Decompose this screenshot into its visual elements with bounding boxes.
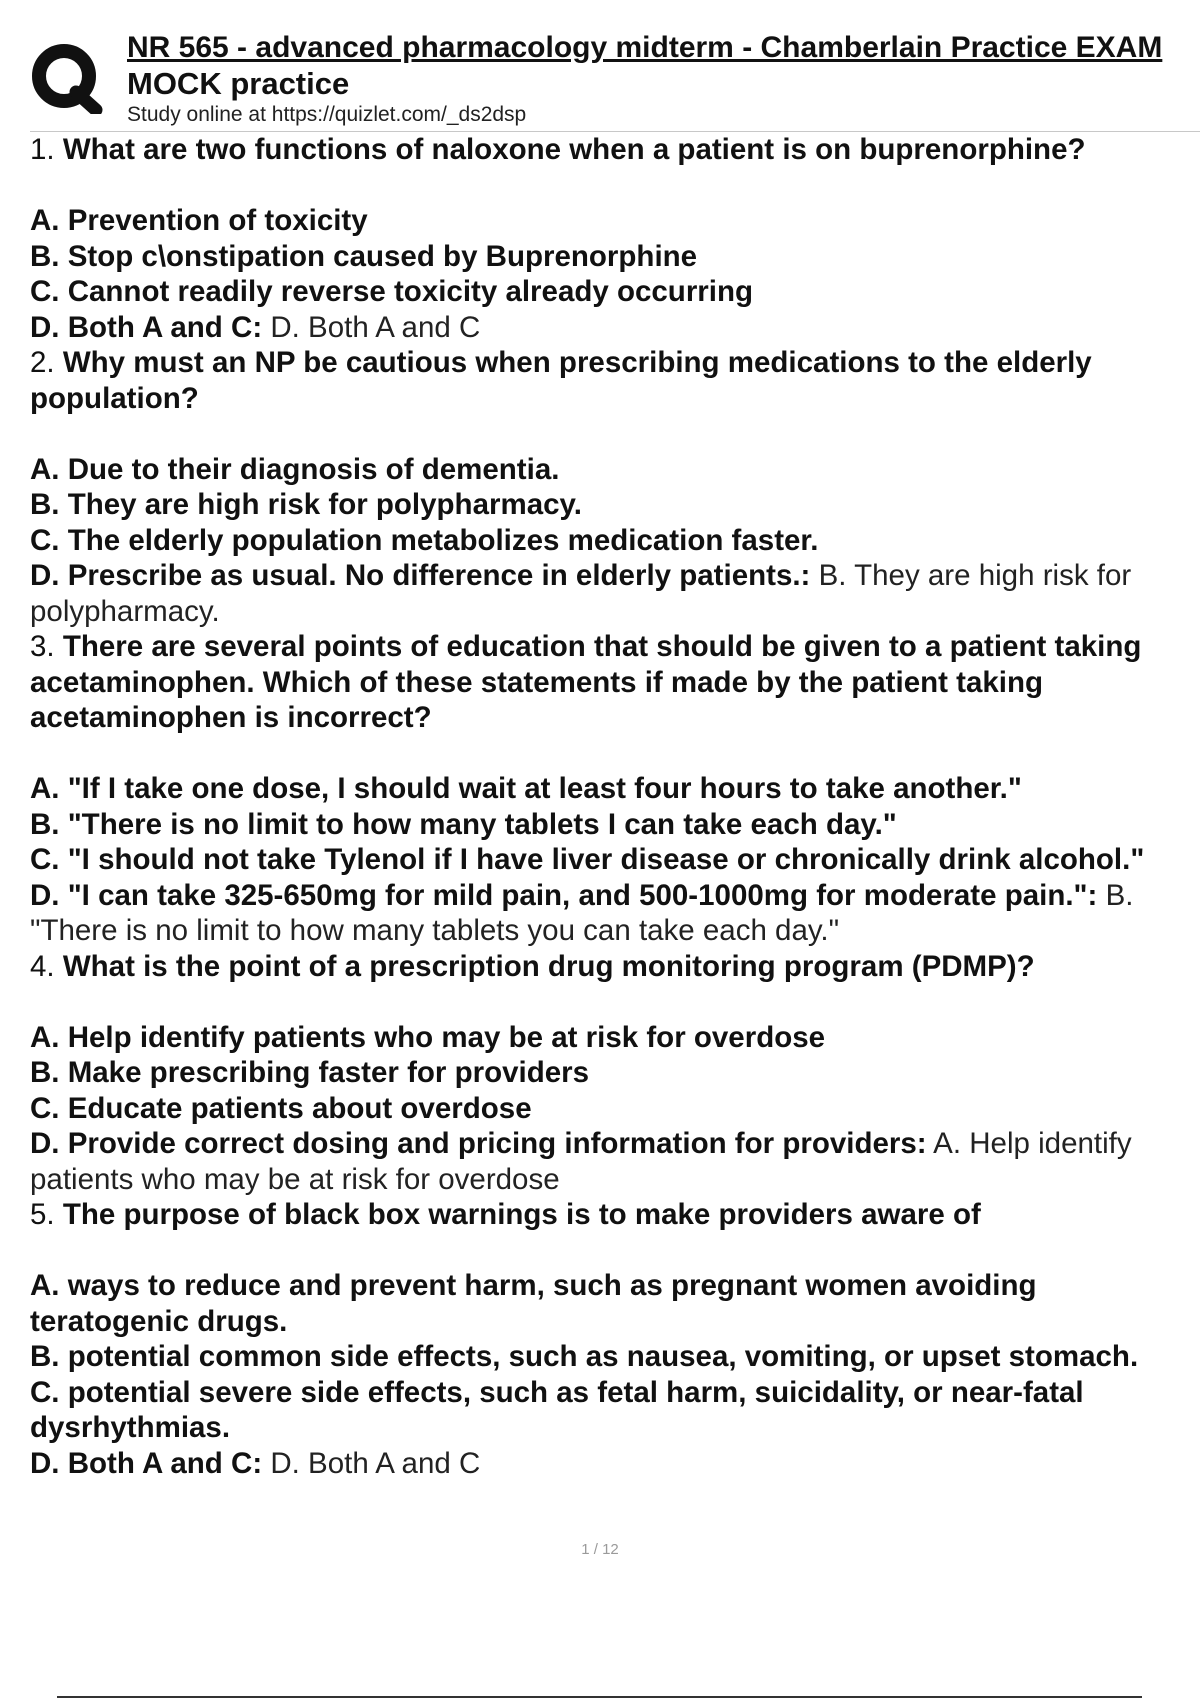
quizlet-q-logo-icon [30,40,106,114]
correct-answer: D. Both A and C [270,310,481,344]
answer-option-with-answer: D. "I can take 325-650mg for mild pain, and 500-1000mg for moderate pain.": B. "There is no limit to how many tablets you can take each day." [30,878,1134,947]
answer-option: B. Stop c\onstipation caused by Buprenorphine [30,239,698,273]
answer-option: C. The elderly population metabolizes medication faster. [30,523,819,557]
answer-option: C. Educate patients about overdose [30,1091,532,1125]
answer-option: A. "If I take one dose, I should wait at least four hours to take another." [30,772,1022,805]
footer-divider [57,1696,1142,1698]
answer-option: A. ways to reduce and prevent harm, such as pregnant women avoiding teratogenic drugs. [30,1269,1037,1338]
document-header [0,0,1200,134]
answer-option: B. "There is no limit to how many tablets I can take each day." [30,807,897,841]
question-stem: 1. What are two functions of naloxone when a patient is on buprenorphine? [30,133,1086,166]
question-stem: 5. The purpose of black box warnings is to make providers aware of [30,1198,981,1231]
question-stem: 2. Why must an NP be cautious when prescribing medications to the elderly population? [30,346,1092,415]
question-block [30,132,1198,345]
answer-option-with-answer: D. Prescribe as usual. No difference in elderly patients.: B. They are high risk for polypharmacy. [30,559,1132,628]
answer-option: A. Prevention of toxicity [30,204,368,237]
answer-option: C. Cannot readily reverse toxicity already occurring [30,275,754,308]
study-online-link[interactable]: Study online at https://quizlet.com/_ds2dsp [127,103,527,126]
answer-option: B. They are high risk for polypharmacy. [30,488,582,521]
question-block [30,1197,1198,1481]
question-list [30,132,1198,1481]
answer-option: C. "I should not take Tylenol if I have liver disease or chronically drink alcohol." [30,843,1145,876]
page-indicator: 1 / 12 [581,1541,619,1558]
answer-option: A. Due to their diagnosis of dementia. [30,452,560,486]
document-title: NR 565 - advanced pharmacology midterm - Chamberlain Practice EXAM [127,31,1163,64]
answer-option: B. potential common side effects, such as nausea, vomiting, or upset stomach. [30,1340,1139,1373]
answer-option: B. Make prescribing faster for providers [30,1056,590,1089]
correct-answer: B. They are high risk for polypharmacy. [30,559,1132,628]
correct-answer: D. Both A and C [270,1446,481,1480]
correct-answer: B. "There is no limit to how many tablets you can take each day." [30,878,1134,947]
answer-option: A. Help identify patients who may be at risk for overdose [30,1020,826,1054]
answer-option: C. potential severe side effects, such as fetal harm, suicidality, or near-fatal dysrhythmias. [30,1375,1084,1444]
answer-option-with-answer: D. Both A and C: D. Both A and C [30,1446,481,1480]
answer-option-with-answer: D. Both A and C: D. Both A and C [30,310,481,344]
answer-option-with-answer: D. Provide correct dosing and pricing information for providers: A. Help identify patients who may be at risk for overdose [30,1127,1132,1196]
question-block [30,345,1198,629]
question-block [30,629,1198,949]
question-stem: 4. What is the point of a prescription drug monitoring program (PDMP)? [30,949,1035,983]
correct-answer: A. Help identify patients who may be at risk for overdose [30,1127,1132,1196]
document-subtitle: MOCK practice [127,66,350,101]
question-stem: 3. There are several points of education that should be given to a patient taking acetaminophen. Which of these statements if made by the patient taking acetaminophen is incorrect? [30,630,1142,734]
question-block [30,949,1198,1198]
